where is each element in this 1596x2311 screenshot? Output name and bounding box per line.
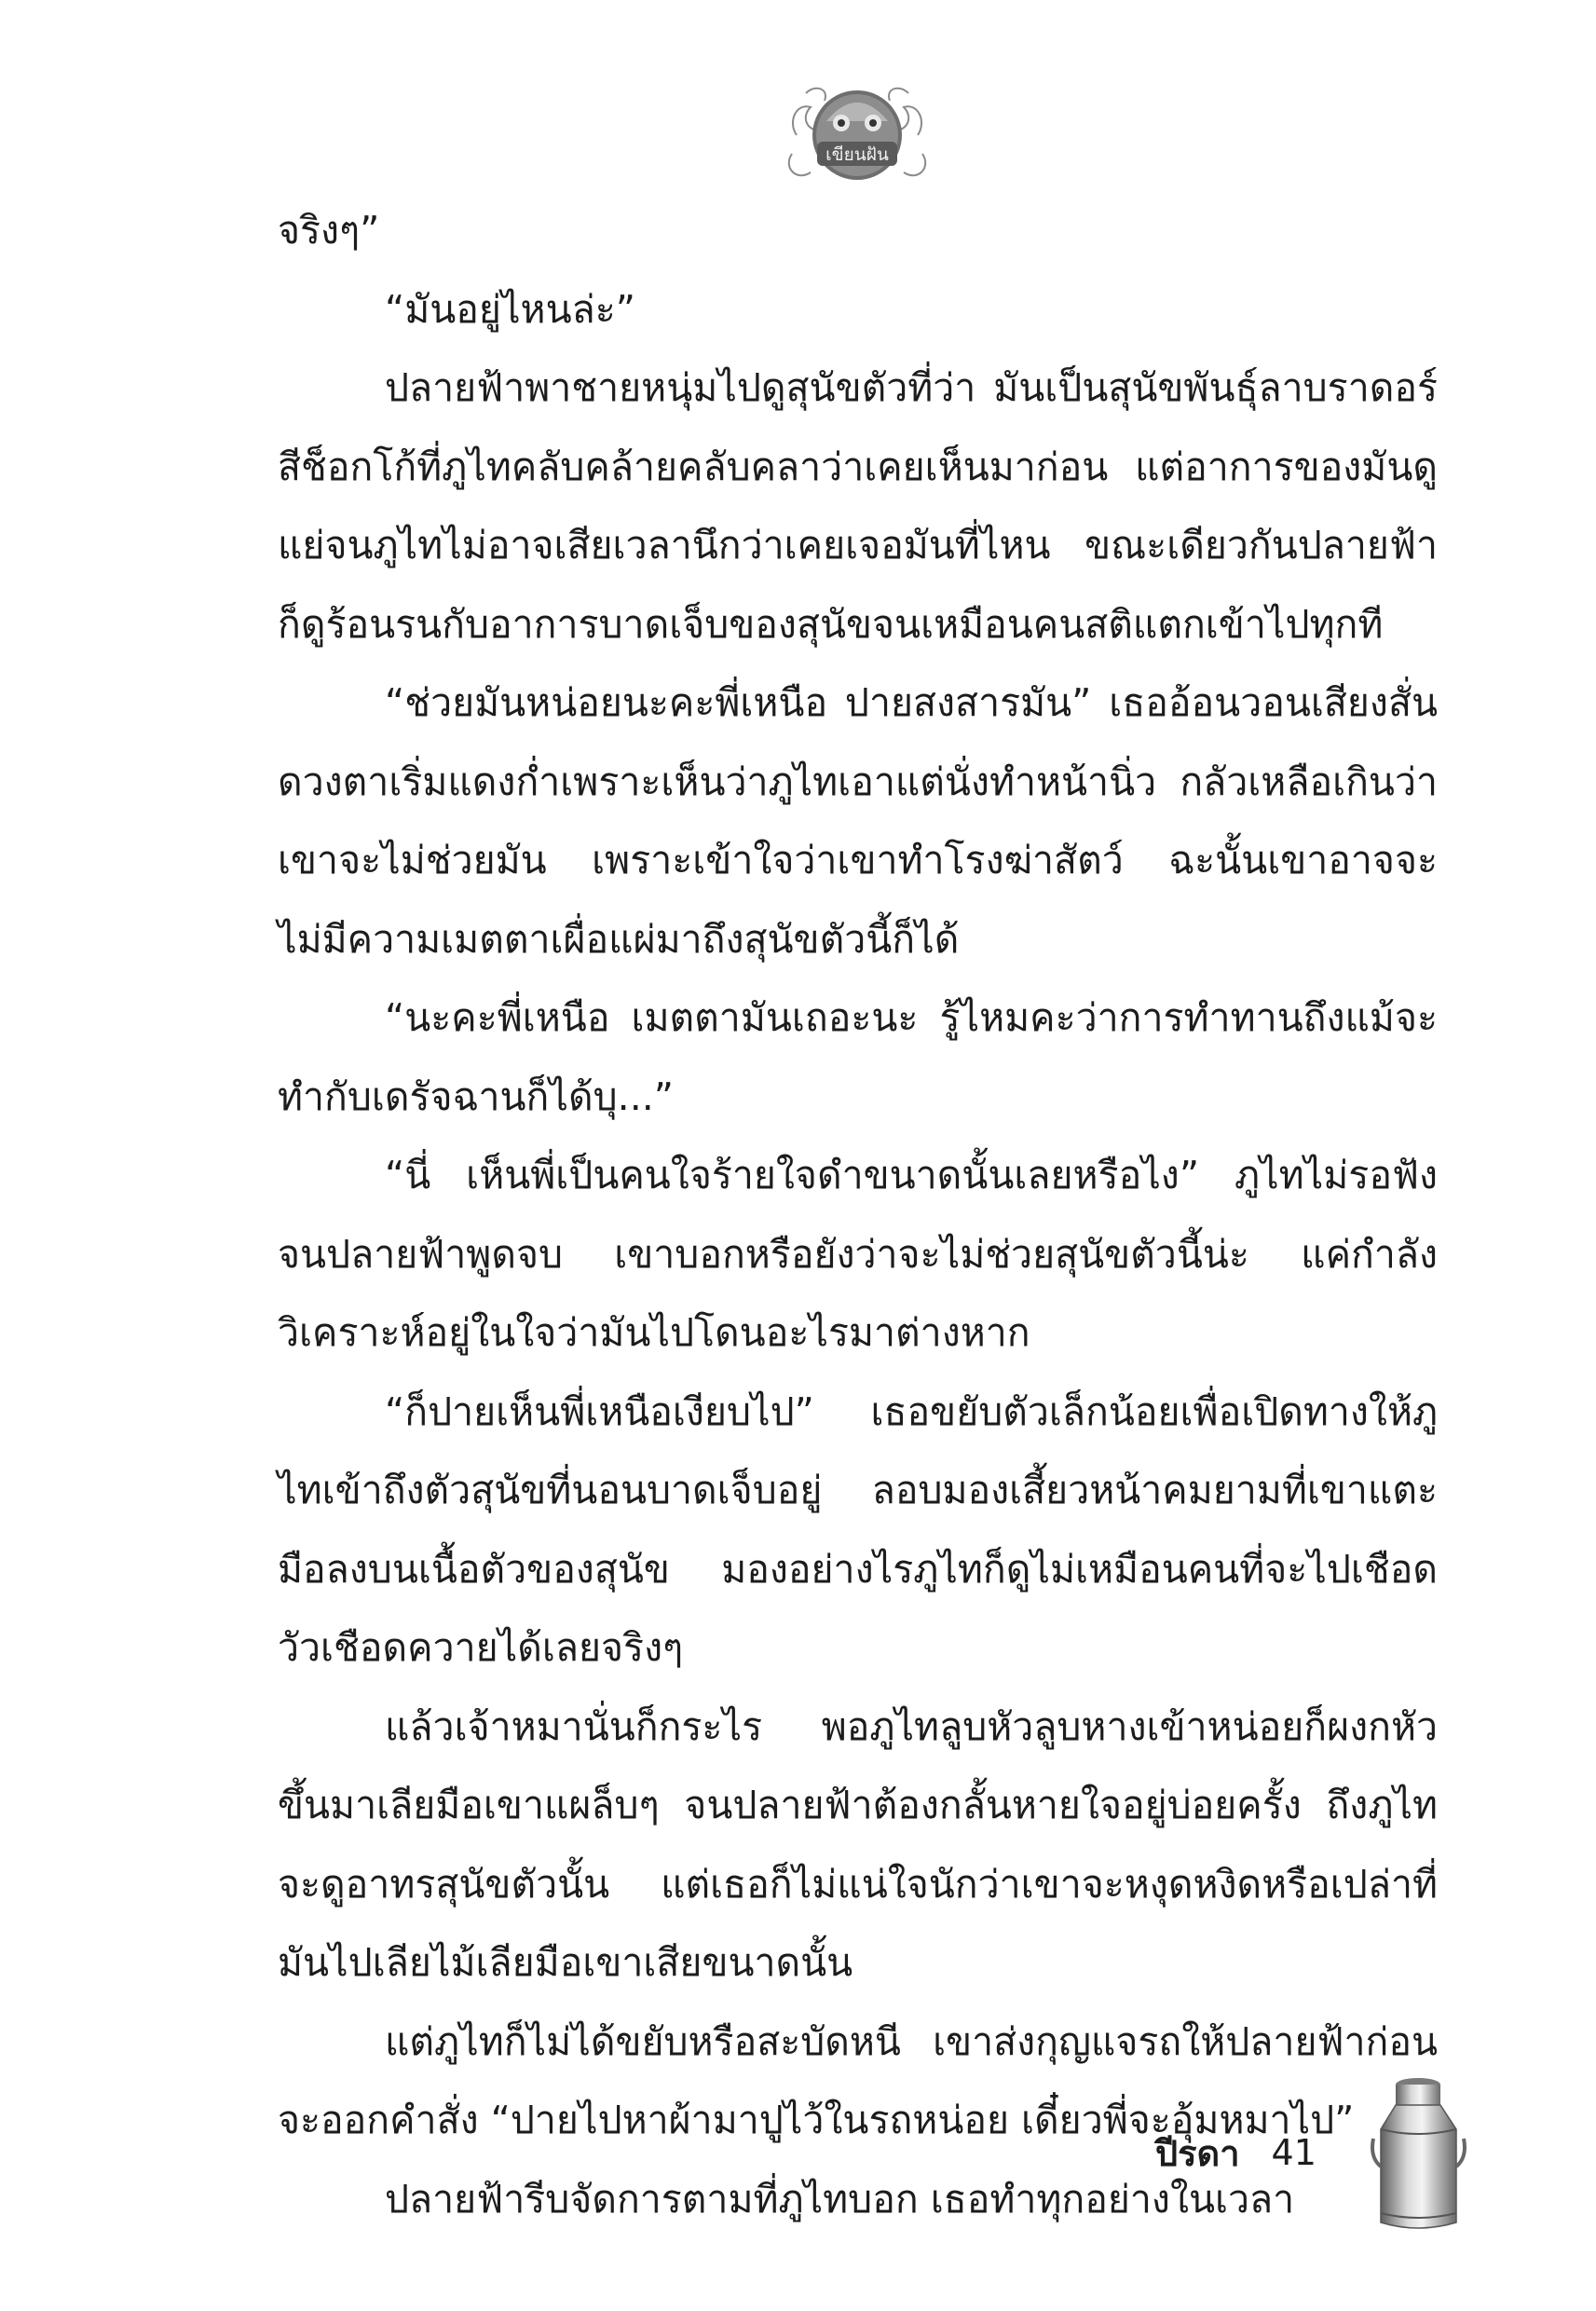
milk-can-icon	[1370, 2073, 1467, 2236]
book-title: ปีรดา	[1155, 2132, 1240, 2174]
paragraph: “ช่วยมันหน่อยนะคะพี่เหนือ ปายสงสารมัน” เธออ้อนวอนเสียงสั่นดวงตาเริ่มแดงก่ำเพราะเห็นว่าภูไทเอาแต่นั่งทำหน้านิ่ว กลัวเหลือเกินว่าเขาจะไม่ช่วยมัน เพราะเข้าใจว่าเขาทำโรงฆ่าสัตว์ ฉะนั้นเขาอาจจะไม่มีความเมตตาเผื่อแผ่มาถึงสุนัขตัวนี้ก็ได้	[278, 680, 1438, 962]
publisher-logo-text: เขียนฝัน	[825, 144, 889, 165]
paragraph: แล้วเจ้าหมานั่นก็กระไร พอภูไทลูบหัวลูบหางเข้าหน่อยก็ผงกหัวขึ้นมาเลียมือเขาแผล็บๆ จนปลายฟ้าต้องกลั้นหายใจอยู่บ่อยครั้ง ถึงภูไทจะดูอาทรสุนัขตัวนั้น แต่เธอก็ไม่แน่ใจนักว่าเขาจะหงุดหงิดหรือเปล่าที่มันไปเลียไม้เลียมือเขาเสียขนาดนั้น	[278, 1703, 1438, 1985]
page-body	[278, 191, 1438, 2238]
paragraph: “มันอยู่ไหนล่ะ”	[385, 286, 636, 332]
publisher-logo-icon	[778, 65, 936, 205]
paragraph: จริงๆ”	[278, 208, 380, 253]
paragraph: แต่ภูไทก็ไม่ได้ขยับหรือสะบัดหนี เขาส่งกุญแจรถให้ปลายฟ้าก่อนจะออกคำสั่ง “ปายไปหาผ้ามาปูไว้ในรถหน่อย เดี๋ยวพี่จะอุ้มหมาไป”	[278, 2018, 1438, 2142]
paragraph: ปลายฟ้ารีบจัดการตามที่ภูไทบอก เธอทำทุกอย่างในเวลา	[385, 2176, 1295, 2222]
paragraph: “ก็ปายเห็นพี่เหนือเงียบไป” เธอขยับตัวเล็กน้อยเพื่อเปิดทางให้ภูไทเข้าถึงตัวสุนัขที่นอนบาดเจ็บอยู่ ลอบมองเสี้ยวหน้าคมยามที่เขาแตะมือลงบนเนื้อตัวของสุนัข มองอย่างไรภูไทก็ดูไม่เหมือนคนที่จะไปเชือดวัวเชือดควายได้เลยจริงๆ	[278, 1388, 1438, 1670]
page-number: 41	[1271, 2132, 1316, 2173]
paragraph: ปลายฟ้าพาชายหนุ่มไปดูสุนัขตัวที่ว่า มันเป็นสุนัขพันธุ์ลาบราดอร์สีช็อกโก้ที่ภูไทคลับคล้ายคลับคลาว่าเคยเห็นมาก่อน แต่อาการของมันดูแย่จนภูไทไม่อาจเสียเวลานึกว่าเคยเจอมันที่ไหน ขณะเดียวกันปลายฟ้าก็ดูร้อนรนกับอาการบาดเจ็บของสุนัขจนเหมือนคนสติแตกเข้าไปทุกที	[278, 365, 1438, 647]
page-footer	[1155, 2125, 1316, 2181]
paragraph: “นะคะพี่เหนือ เมตตามันเถอะนะ รู้ไหมคะว่าการทำทานถึงแม้จะทำกับเดรัจฉานก็ได้บุ...”	[278, 995, 1438, 1119]
paragraph: “นี่ เห็นพี่เป็นคนใจร้ายใจดำขนาดนั้นเลยหรือไง” ภูไทไม่รอฟังจนปลายฟ้าพูดจบ เขาบอกหรือยังว่าจะไม่ช่วยสุนัขตัวนี้น่ะ แค่กำลังวิเคราะห์อยู่ในใจว่ามันไปโดนอะไรมาต่างหาก	[278, 1153, 1438, 1355]
